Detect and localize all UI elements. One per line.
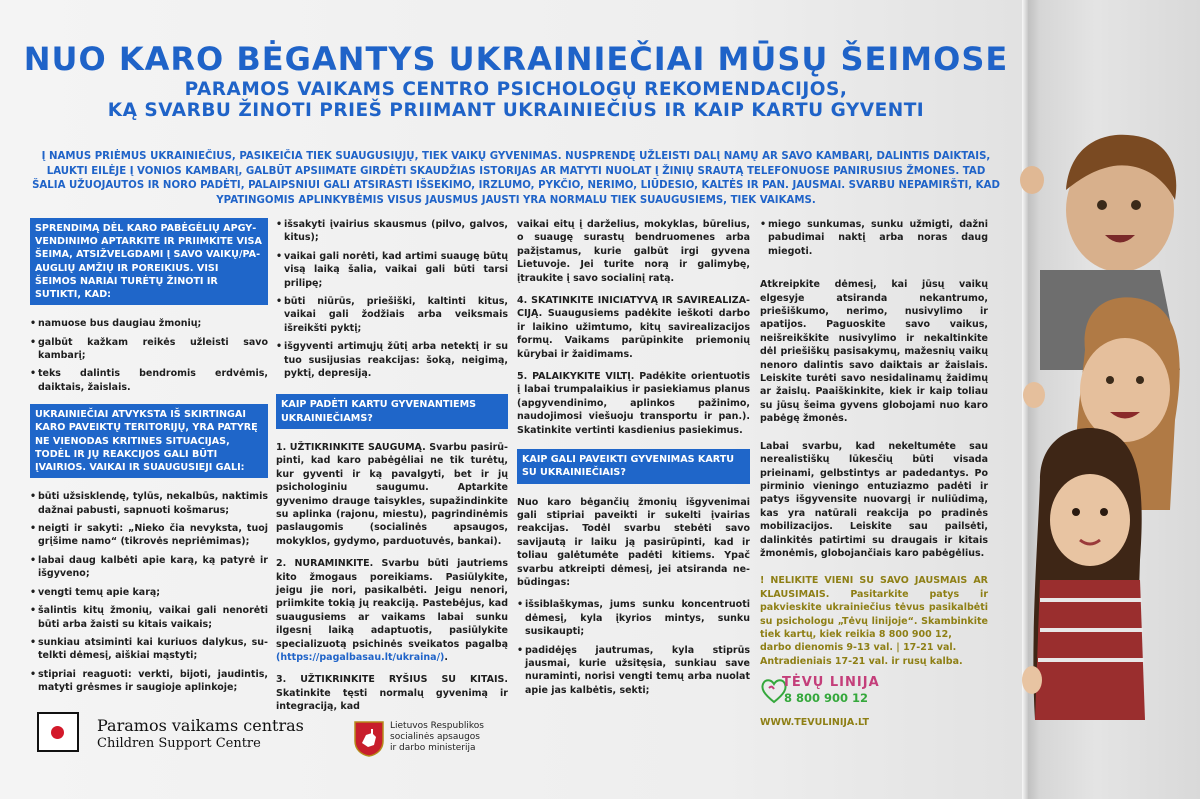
list-agreements [30, 317, 268, 394]
list-item: • išsiblaškymas, jums sunku koncentruoti dėmesį, kyla įkyrios mintys, sunku susikaupti; [517, 598, 750, 638]
column-4 [760, 218, 988, 730]
step-3-continued: vaikai eitų į darželius, mokyklas, būrelius, o suaugę surastų bendruomenes arba pažįstamus, kurie galbūt irgi gyvena Lietuvoje. Jei turite norą ir galimybę, įtraukite į savo socialinį ratą. [517, 219, 750, 284]
ministry-line-2: socialinės apsaugos [390, 732, 480, 742]
poster-title: NUO KARO BĖGANTYS UKRAINIEČIAI MŪSŲ ŠEIMOSE [23, 40, 1009, 78]
list-item: • sunkiau atsiminti kai kuriuos dalykus, sutelkti dėmesį, aiškiai mąstyti; [30, 636, 268, 663]
paramos-vaikams-logo-icon [37, 712, 79, 752]
step-4 [517, 294, 750, 361]
step-4-text: Suaugusiems padėkite ieškoti darbo ir laikino užimtumo, kitų savirealizacijos formų. Vaikams parūpinkite priemonių kūrybai ir žaidimams. [517, 308, 751, 360]
step-2-heading: 2. NURAMINKITE. [276, 558, 374, 570]
list-item: • neigti ir sakyti: „Nieko čia nevyksta, tuoj grįšime namo“ (tikrovės nepriėmimas); [30, 522, 268, 549]
ministry-line-3: ir darbo ministerija [390, 743, 476, 753]
step-2-text: Svarbu būti jautriems kito žmogaus poreikiams. Pasiūlykite, jeigu jie nori, pasikalbėti. Jeigu nenori, priimkite tokią jų reakciją. Pastebėjus, kad suaugusiems ar vaikams labai sunku ilgesnį laiką adaptuotis, pasiūlykite specializuotą psichinės sveikatos pagalbą [276, 558, 508, 650]
hotline-hours-1: darbo dienomis 9-13 val. | 17-21 val. [760, 642, 957, 654]
pagalbasau-link[interactable]: (https://pagalbasau.lt/ukraina/) [276, 651, 445, 663]
list-symptoms [517, 598, 750, 697]
step-1-text: Svarbu pasirūpinti, kad karo pabėgėliai ne tik turėtų, kur gyventi ir ką pavalgyti, bet ir jų psichologiniu saugumu. Aptarkite gyvenimo drauge taisykles, supažindinkite su aplinka (rajonu, miestu), pagrindinėmis paslaugomis (socialinės apsaugos, mokyklos, gydymo, parduotuvės, bankai). [276, 441, 508, 547]
children-behavior-paragraph: Atkreipkite dėmesį, kai jūsų vaikų elgesyje atsiranda nekantrumo, priešiškumo, nerimo, nusivylimo ir apatijos. Paguoskite savo vaikus, neišreikškite nusivylimo ir nekaltinkite dėl priešiškų pasisakymų, mažesnių vaikų nenoro dalintis savo daiktais ar žaislais. Leiskite turėti savo nesidalinamų žaidimų ar žaislų. Paaiškinkite, kiek ir kaip toliau su jūsų šeima gyvens globojami nuo karo pabėgę žmonės. [760, 279, 988, 425]
step-1-heading: 1. UŽTIKRINKITE SAUGUMĄ. [276, 441, 426, 453]
impact-paragraph: Nuo karo bėgančių žmonių išgyvenimai gali stipriai paveikti ir sukelti įvairias reakcijas. Todėl svarbu stebėti savo savijautą ir laiku ją pasirūpinti, kad ir toliau galėtumėte padėti kitiems. Ypač svarbu atkreipti dėmesį, jei atsiranda nebūdingas: [517, 496, 750, 588]
column-1 [30, 218, 268, 705]
subtitle-line1: PARAMOS VAIKAMS CENTRO PSICHOLOGŲ REKOMENDACIJOS, [184, 79, 848, 100]
list-item: • būti užsisklendę, tylūs, nekalbūs, naktimis dažnai pabusti, sapnuoti košmarus; [30, 490, 268, 517]
intro-paragraph: Į NAMUS PRIĖMUS UKRAINIEČIUS, PASIKEIČIA TIEK SUAUGUSIŲJŲ, TIEK VAIKŲ GYVENIMAS. NUSPRENDĘ UŽLEISTI DALĮ NAMŲ AR SAVO KAMBARĮ, DALINTIS DAIKTAIS, LAUKTI EILĖJE Į VONIOS KAMBARĮ, GALBŪT APSIIMATE GIRDĖTI SKAUDŽIAS ISTORIJAS AR MATYTI NUOLAT Į ŽINIŲ SRAUTĄ TELEFONUOSE PANIRUSIUS ŽMONES. TAD ŠALIA UŽUOJAUTOS IR NORO PADĖTI, PALAIPSNIUI GALI ATSIRASTI IŠSEKIMO, IRZLUMO, PYKČIO, NERIMO, LIŪDESIO, KALTĖS IR PAN. JAUSMAI. SVARBU NEPAMIRŠTI, KAD YPATINGOMIS APLINKYBĖMIS VISUS JAUSMUS JAUSTI YRA NORMALU TIEK SUAUGUSIEMS, TIEK VAIKAMS. [32, 151, 1000, 206]
column-3 [517, 218, 750, 707]
column-2 [276, 218, 508, 723]
list-reactions-continued [276, 218, 508, 380]
subtitle-line2: KĄ SVARBU ŽINOTI PRIEŠ PRIIMANT UKRAINIEČIUS IR KAIP KARTU GYVENTI [107, 100, 925, 121]
step-5-heading: 5. PALAIKYKITE VILTĮ. [517, 371, 635, 383]
children-photo [1010, 40, 1200, 740]
list-item: • padidėjęs jautrumas, kyla stiprūs jausmai, kurie užsitęsia, sunkiau save nuraminti, norisi vengti temų arba nuolat apie jas kalbėtis, sekti; [517, 644, 750, 698]
org-name: Paramos vaikams centras [97, 716, 304, 735]
red-dot-icon [51, 726, 64, 739]
ministry-line-1: Lietuvos Respublikos [390, 721, 484, 731]
list-item: • išsakyti įvairius skausmus (pilvo, galvos, kitus); [276, 218, 508, 245]
step-3-heading: 3. UŽTIKRINKITE RYŠIUS SU KITAIS. [276, 674, 508, 686]
info-box-impact: KAIP GALI PAVEIKTI GYVENIMAS KARTU SU UKRAINIEČIAIS? [517, 449, 750, 483]
list-item: • stipriai reaguoti: verkti, bijoti, jaudintis, matyti grėsmes ir saugioje aplinkoje; [30, 668, 268, 695]
hotline-hours-2: Antradieniais 17-21 val. ir rusų kalba. [760, 655, 963, 667]
list-item: • būti niūrūs, priešiški, kaltinti kitus, vaikai gali žodžiais arba veiksmais išreikšti pyktį; [276, 295, 508, 335]
list-reactions [30, 490, 268, 694]
step-1 [276, 441, 508, 548]
list-item: • galbūt kažkam reikės užleisti savo kambarį; [30, 336, 268, 363]
list-symptoms-continued [760, 218, 988, 258]
step-3 [276, 673, 508, 713]
list-item: • išgyventi artimųjų žūtį arba netektį ir su tuo susijusias reakcijas: šoką, neigimą, pyktį, depresiją. [276, 340, 508, 380]
tevu-linija-logo [760, 676, 988, 714]
info-box-reactions: UKRAINIEČIAI ATVYKSTA IŠ SKIRTINGAI KARO PAVEIKTŲ TERITORIJŲ, YRA PATYRĘ NE VIENODAS KRITINES SITUACIJAS, TODĖL IR JŲ REAKCIJOS GALI BŪTI ĮVAIRIOS. VAIKAI IR SUAUGUSIEJI GALI: [30, 404, 268, 478]
list-item: • šalintis kitų žmonių, vaikai gali nenorėti būti arba žaisti su kitais vaikais; [30, 604, 268, 631]
step-5-text: Padėkite orientuotis į labai trumpalaikius ir pasiekiamus planus (apgyvendinimo, aplinkos pažinimo, naudojimosi viešuoju transportu ir pan.). Skatinkite vertinti kasdienius pasiekimus. [517, 371, 750, 436]
expectations-paragraph: Labai svarbu, kad nekeltumėte sau nerealistiškų lūkesčių būti visada prieinami, gelbstintys ar padedantys. Po pirminio vieningo entuziazmo padėti ir patys išgyvensite nuovargį ir nuliūdimą, kas yra natūrali reakcija po pradinės mobilizacijos. Leiskite sau pailsėti, dalinkitės patirtimi su draugais ir kitais žmonėmis, globojančiais karo pabėgėlius. [760, 440, 988, 559]
step-5 [517, 370, 750, 437]
hotline-text: ! NELIKITE VIENI SU SAVO JAUSMAIS AR KLAUSIMAIS. Pasitarkite patys ir pakvieskite ukrainiečius tėvus pasikalbėti su psichologu „Tėvų linijoje“. Skambinkite tiek kartų, kiek reikia 8 800 900 12, [760, 575, 988, 640]
lithuania-coat-of-arms-icon [354, 721, 384, 757]
list-item: • vaikai gali norėti, kad artimi suaugę būtų visą laiką šalia, vaikai gali būti tarsi prilipę; [276, 250, 508, 290]
list-item: • vengti temų apie karą; [30, 586, 268, 599]
step-3-text: Skatinkite tęsti normalų gyvenimą ir integraciją, kad [276, 687, 508, 713]
step-2: 2. NURAMINKITE. Svarbu būti jautriems kito žmogaus poreikiams. Pasiūlykite, jeigu jie nori, pasikalbėti. Jeigu nenori, priimkite tokią jų reakciją. Pastebėjus, kad suaugusiems ar vaikams labai sunku ilgesnį laiką adaptuotis, pasiūlykite specializuotą psichinės sveikatos pagalbą (https://pagalbasau.lt/ukraina/). [276, 558, 508, 663]
list-item: • namuose bus daugiau žmonių; [30, 317, 268, 330]
info-box-how-to-help: KAIP PADĖTI KARTU GYVENANTIEMS UKRAINIEČIAMS? [276, 394, 508, 428]
logo-phone: 8 800 900 12 [784, 691, 869, 706]
info-box-decision: SPRENDIMĄ DĖL KARO PABĖGĖLIŲ APGYVENDINIMO APTARKITE IR PRIIMKITE VISA ŠEIMA, ATSIŽVELGDAMI Į SAVO VAIKŲ/PAAUGLIŲ AMŽIŲ IR POREIKIUS. VISI ŠEIMOS NARIAI TURĖTŲ ŽINOTI IR SUTIKTI, KAD: [30, 218, 268, 305]
list-item: • teks dalintis bendromis erdvėmis, daiktais, žaislais. [30, 367, 268, 394]
website-link[interactable]: WWW.TEVULINIJA.LT [760, 717, 870, 729]
logo-name: TĖVŲ LINIJA [782, 675, 880, 691]
org-name-en: Children Support Centre [97, 736, 261, 751]
young-girl-figure [1022, 428, 1145, 720]
list-item: • miego sunkumas, sunku užmigti, dažni pabudimai naktį arba noras daug miegoti. [760, 218, 988, 258]
list-item: • labai daug kalbėti apie karą, ką patyrė ir išgyveno; [30, 554, 268, 581]
step-4-heading: 4. SKATINKITE INICIATYVĄ IR SAVIREALIZACIJĄ. [517, 295, 750, 320]
